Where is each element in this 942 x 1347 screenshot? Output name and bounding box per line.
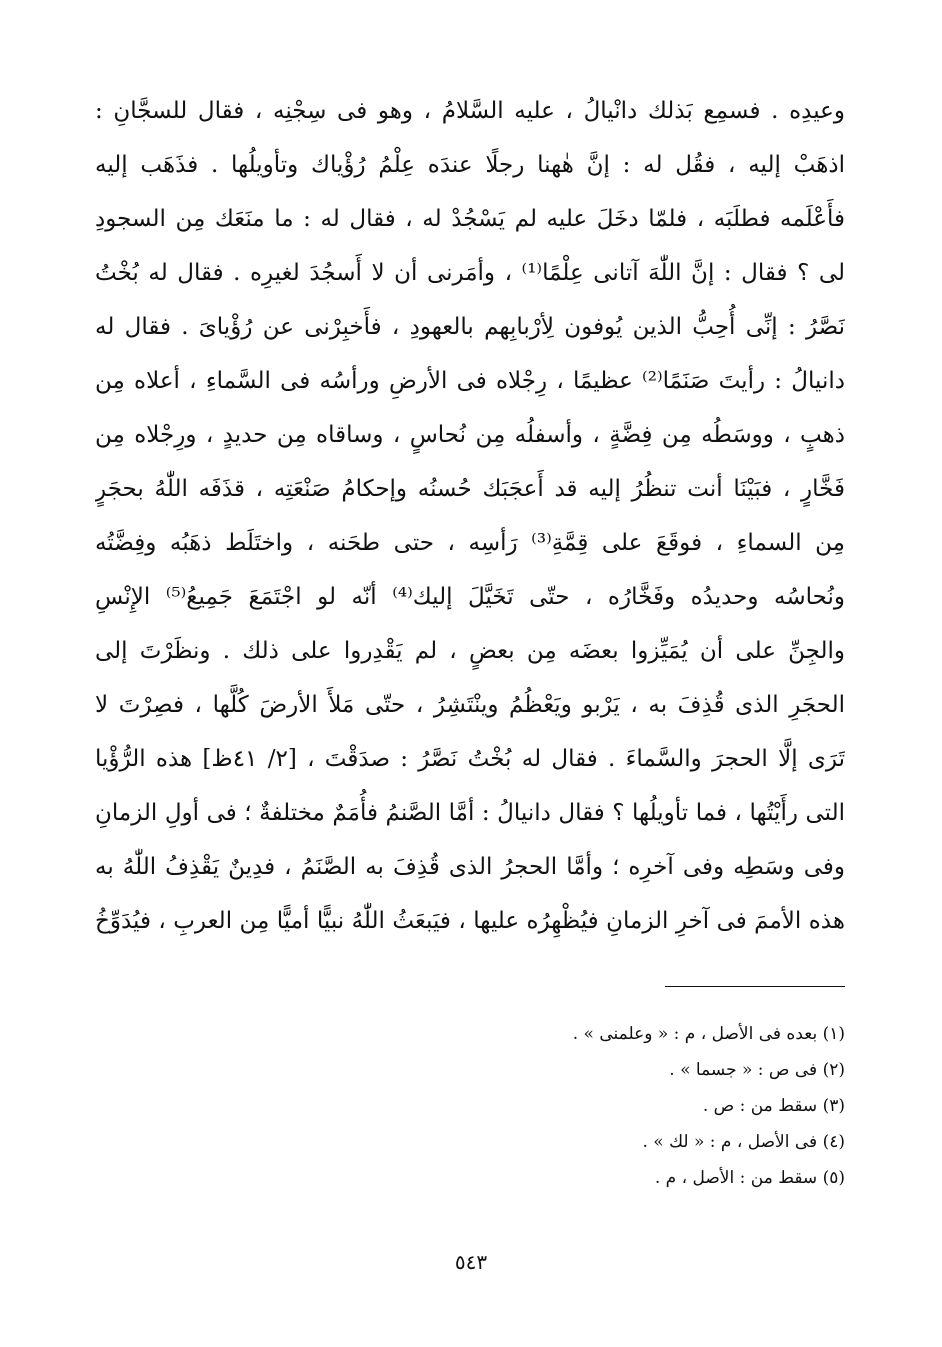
footnote: (٥) سقط من : الأصل ، م .: [654, 1168, 845, 1188]
footnote: (١) بعده فى الأصل ، م : « وعلمنى » .: [572, 1024, 845, 1044]
main-text-block: [95, 84, 845, 948]
text-line: نَصَّرُ : إنِّى أُحِبُّ الذين يُوفون لِأرْبابِهم بالعهودِ ، فأَخبِرْنى عن رُؤْيایَ . فقال له: [95, 314, 845, 340]
text-line: اذهَبْ إليه ، فقُل له : إنَّ هٰهنا رجلًا عندَه عِلْمُ رُؤْياك وتأويلُها . فذَهَب إليه: [95, 152, 845, 178]
footnote: (٣) سقط من : ص .: [702, 1096, 845, 1116]
text-line: وفى وسَطِه وفى آخرِه ؛ وأمَّا الحجرُ الذى قُذِفَ به الصَّنَمُ ، فدِينٌ يَقْذِفُ اللّٰهُ به: [95, 854, 845, 880]
text-line: ونُحاسُه وحديدُه وفَخَّارُه ، حتّى تَخَيَّلَ إليك⁽⁴⁾ أنّه لو اجْتَمَعَ جَمِيعُ⁽⁵⁾ الإِنْسِ: [95, 584, 845, 610]
footnote: (٤) فى الأصل ، م : « لك » .: [642, 1132, 845, 1152]
footnote-separator: [665, 986, 845, 987]
footnote: (٢) فى ص : « جسما » .: [669, 1060, 845, 1080]
text-line: الحجَرِ الذى قُذِفَ به ، يَرْبو ويَعْظُمُ وينْتَشِرُ ، حتّى مَلأَ الأرضَ كُلَّها ، فصِرْتَ لا: [95, 692, 845, 718]
footnotes: [400, 1016, 845, 1196]
text-line: تَرَى إلَّا الحجرَ والسَّماءَ . فقال له بُخْتُ نَصَّرُ : صدَقْتَ ، [٢/ ٤١ظ] هذه الرُّؤْيا: [95, 746, 845, 772]
page-number: ٥٤٣: [454, 1250, 488, 1274]
text-line: هذه الأممَ فى آخرِ الزمانِ فيُظْهِرُه عليها ، فيَبعَثُ اللّٰهُ نبيًّا أميًّا مِن العربِ ، فيُدَوِّخُ: [95, 908, 845, 934]
text-line: فَخَّارٍ ، فبَيْنَا أنت تنظُرُ إليه قد أَعجَبَك حُسنُه وإحكامُ صَنْعَتِه ، قذَفَه اللّٰهُ بحجَرٍ: [95, 476, 845, 502]
text-line: والجِنِّ على أن يُمَيِّزوا بعضَه مِن بعضٍ ، لم يَقْدِروا على ذلك . ونظَرْتَ إلى: [95, 638, 845, 664]
text-line: ذهبٍ ، ووسَطُه مِن فِضَّةٍ ، وأسفلُه مِن نُحاسٍ ، وساقاه مِن حديدٍ ، ورِجْلاه مِن: [95, 422, 845, 448]
text-line: لى ؟ فقال : إنَّ اللّٰهَ آتانى عِلْمًا⁽¹⁾ ، وأمَرنى أن لا أَسجُدَ لغيرِه . فقال له بُخْتُ: [95, 260, 845, 286]
text-line: مِن السماءِ ، فوقَعَ على قِمَّةِ⁽³⁾ رَأسِه ، حتى طحَنه ، واختَلَط ذهَبُه وفِضَّتُه: [95, 530, 845, 556]
text-line: فأَعْلَمه فطلَبَه ، فلمّا دخَلَ عليه لم يَسْجُدْ له ، فقال له : ما منَعَك مِن السجودِ: [95, 206, 845, 232]
text-line: التى رأَيْتُها ، فما تأويلُها ؟ فقال دانيالُ : أمَّا الصَّنمُ فأُمَمٌ مختلفةٌ ؛ فى أولِ الزمانِ: [95, 800, 845, 826]
text-line: وعيدِه . فسمِع بَذلك دانْيالُ ، عليه السَّلامُ ، وهو فى سِجْنِه ، فقال للسجَّانِ :: [95, 98, 845, 124]
text-line: دانيالُ : رأيتَ صَنَمًا⁽²⁾ عظيمًا ، رِجْلاه فى الأرضِ ورأسُه فى السَّماءِ ، أعلاه مِن: [95, 368, 845, 394]
